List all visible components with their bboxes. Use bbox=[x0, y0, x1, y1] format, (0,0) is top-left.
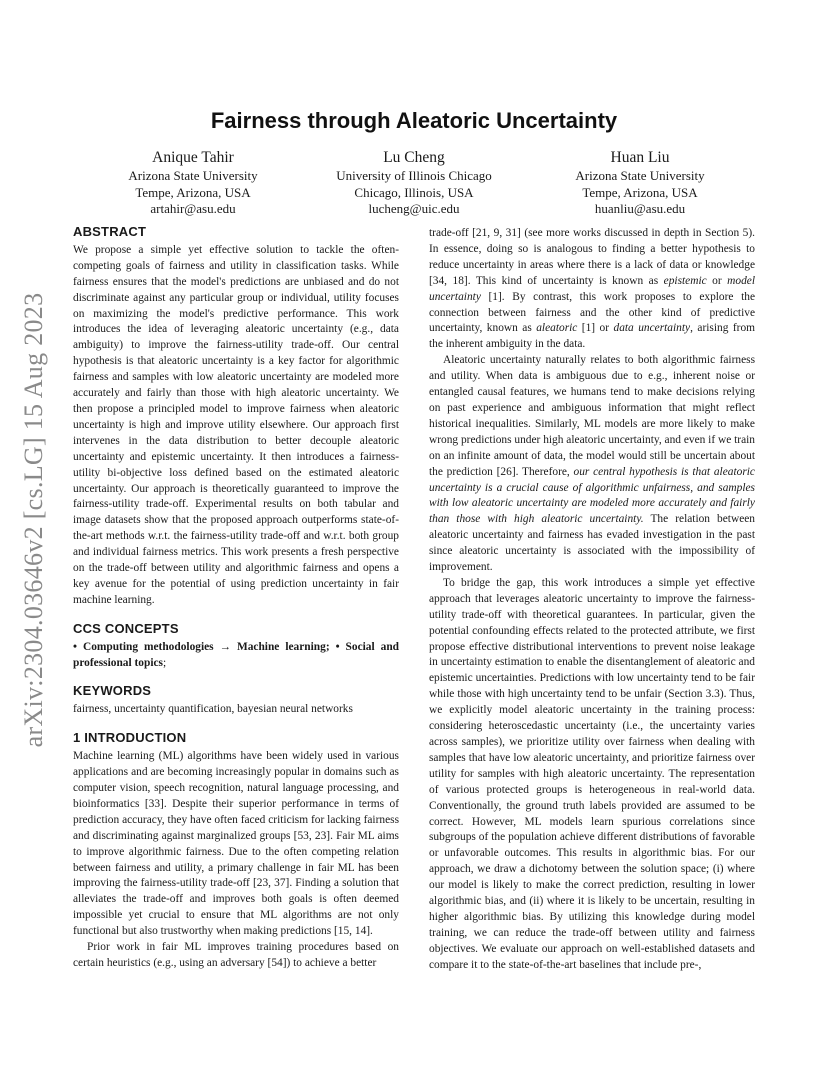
text-run: [1]. By contrast, this work proposes to explore the connection between fairness and the other kind of predictive uncertainty, known as bbox=[429, 290, 755, 335]
ccs-concepts bbox=[73, 640, 399, 672]
intro-paragraph bbox=[429, 353, 755, 576]
text-run: trade-off [21, 9, 31] (see more works discussed in depth in Section 5). In essence, doing so is analogous to finding a better hypothesis to reduce uncertainty in areas where there is a lack of data or knowledge [34, 18]. This kind of uncertainty is known as bbox=[429, 227, 755, 287]
intro-heading: 1 INTRODUCTION bbox=[73, 730, 187, 746]
author-location: Tempe, Arizona, USA bbox=[582, 184, 698, 200]
intro-paragraph bbox=[429, 226, 755, 353]
author-affiliation: Arizona State University bbox=[575, 168, 705, 183]
author-location: Tempe, Arizona, USA bbox=[135, 184, 251, 200]
text-run: aleatoric bbox=[536, 322, 578, 335]
author-affiliation: University of Illinois Chicago bbox=[336, 168, 492, 183]
author-name: Huan Liu bbox=[610, 149, 670, 166]
keywords-heading: KEYWORDS bbox=[73, 683, 152, 699]
intro-paragraph: Machine learning (ML) algorithms have been widely used in various applications and are becoming increasingly popular in domains such as computer vision, speech recognition, natural language processing, and bioinformatics [33]. Despite their superior performance in terms of prediction accuracy, they have often faced criticism for lacking fairness and discriminating against marginalized groups [53, 23]. Fair ML aims to improve algorithmic fairness. Due to the often competing relation between fairness and utility, a primary challenge in fair ML has been improving the fairness-utility trade-off [23, 37]. Finding a solution that alleviates the trade-off and improves both goals is often deemed impossible yet crucial to ensure that ML algorithms are not only functional but also trustworthy when making predictions [15, 14]. bbox=[73, 750, 399, 938]
author-block bbox=[525, 148, 755, 218]
left-column bbox=[73, 224, 399, 972]
keywords-text: fairness, uncertainty quantification, bayesian neural networks bbox=[73, 703, 353, 716]
text-run: or bbox=[706, 274, 728, 287]
text-run: data uncertainty bbox=[613, 322, 691, 335]
author-block bbox=[299, 148, 529, 218]
intro-paragraph: To bridge the gap, this work introduces a simple yet effective approach that leverages aleatoric uncertainty to improve the fairness-utility trade-off with theoretical guarantees. In particular, given the potential confounding effects related to the protected attribute, we first propose effective distributional interventions to prevent noise leakage in uncertainty estimation to enable the disentanglement of aleatoric and epistemic uncertainties. Predictions with low uncertainty tend to be fair while those with high uncertainty tend to be unfair (Section 3.3). Thus, we explicitly model aleatoric uncertainty in the training process: considering heteroscedastic uncertainty (i.e., the uncertainty varies across samples), we prioritize utility over fairness when dealing with samples that have low aleatoric uncertainty, and prioritize fairness over utility for samples with high aleatoric uncertainty. The representation of various protected groups is heterogeneous in real-world data. Conventionally, the ground truth labels provided are assumed to be correct. However, ML models learn spurious correlations since subgroups of the population achieve different distributions of favorable or unfavorable outcomes. This results in algorithmic bias. For our approach, we draw a dichotomy between the solution space; (i) where our model is likely to make the correct prediction, resulting in lower algorithmic bias, and (ii) where it is likely to be uncertain, resulting in higher algorithmic bias. By utilizing this knowledge during model training, we can reduce the trade-off between utility and fairness objectives. We evaluate our approach on well-established datasets and compare it to the state-of-the-art baselines that include pre-, bbox=[429, 576, 755, 971]
abstract-text: We propose a simple yet effective solution to tackle the often-competing goals of fairness and utility in classification tasks. While fairness ensures that the model's predictions are unbiased and do not discriminate against any particular group or individual, utility focuses on maximizing the model's predictive performance. This work introduces the idea of leveraging aleatoric uncertainty (e.g., data ambiguity) to improve the fairness-utility trade-off. Our central hypothesis is that aleatoric uncertainty is a key factor for algorithmic fairness and samples with low aleatoric uncertainty are modeled more accurately and fairly than those with high aleatoric uncertainty. We then propose a principled model to improve fairness when aleatoric uncertainty is high and improve utility elsewhere. Our approach first intervenes in the data distribution to better decouple aleatoric uncertainty and epistemic uncertainty. It then introduces a fairness-utility bi-objective loss defined based on the estimated aleatoric uncertainty. Our approach is theoretically guaranteed to improve the fairness-utility trade-off. Experimental results on both tabular and image datasets show that the proposed approach outperforms state-of-the-art methods w.r.t. the fairness-utility trade-off and w.r.t. both group and individual fairness metrics. This work presents a fresh perspective on the trade-off between utility and algorithmic fairness and opens a key avenue for the potential of using prediction uncertainty in fair machine learning. bbox=[73, 243, 399, 606]
hypothesis-text: our central hypothesis is that aleatoric uncertainty is a crucial cause of algorithmic unfairness, and samples with low aleatoric uncertainty are modeled more accurately and fairly than those with high aleatoric uncertainty. bbox=[429, 465, 755, 526]
author-email: huanliu@asu.edu bbox=[594, 201, 686, 216]
author-name: Lu Cheng bbox=[383, 149, 445, 166]
intro-paragraph: Prior work in fair ML improves training procedures based on certain heuristics (e.g., using an adversary [54]) to achieve a better bbox=[73, 941, 399, 969]
right-column bbox=[429, 226, 755, 974]
ccs-text: • Computing methodologies → Machine learning; • Social and professional topics bbox=[73, 640, 399, 669]
text-run: [1] or bbox=[577, 322, 614, 335]
text-run: Aleatoric uncertainty naturally relates to both algorithmic fairness and utility. When data is ambiguous due to e.g., inherent noise or entangled causal features, we humans tend to make decisions relying on past experience and ambiguous information that might reflect historical inequalities. Similarly, ML models are more likely to make wrong predictions under high aleatoric uncertainty, and even if we train on an infinite amount of data, the model would still be uncertain about the prediction [26]. Therefore, bbox=[429, 354, 755, 478]
text-run: The relation between aleatoric uncertainty and fairness has evaded investigation in the past since aleatoric uncertainty is associated with the impossibility of improvement. bbox=[429, 513, 756, 574]
paper-title: Fairness through Aleatoric Uncertainty bbox=[210, 108, 618, 133]
text-run: , arising from the inherent ambiguity in the data. bbox=[429, 322, 755, 351]
author-email: lucheng@uic.edu bbox=[368, 201, 460, 216]
text-run: model uncertainty bbox=[429, 274, 755, 303]
author-name: Anique Tahir bbox=[152, 149, 234, 166]
author-block bbox=[78, 148, 308, 218]
text-run: epistemic bbox=[663, 274, 707, 287]
author-location: Chicago, Illinois, USA bbox=[354, 184, 474, 200]
arxiv-sidebar bbox=[14, 280, 54, 760]
ccs-punct: ; bbox=[162, 656, 167, 669]
author-affiliation: Arizona State University bbox=[128, 168, 258, 183]
ccs-heading: CCS CONCEPTS bbox=[73, 620, 179, 636]
arxiv-identifier: arXiv:2304.03646v2 [cs.LG] 15 Aug 2023 bbox=[19, 292, 48, 748]
abstract-heading: ABSTRACT bbox=[73, 224, 147, 239]
author-email: artahir@asu.edu bbox=[150, 201, 236, 216]
